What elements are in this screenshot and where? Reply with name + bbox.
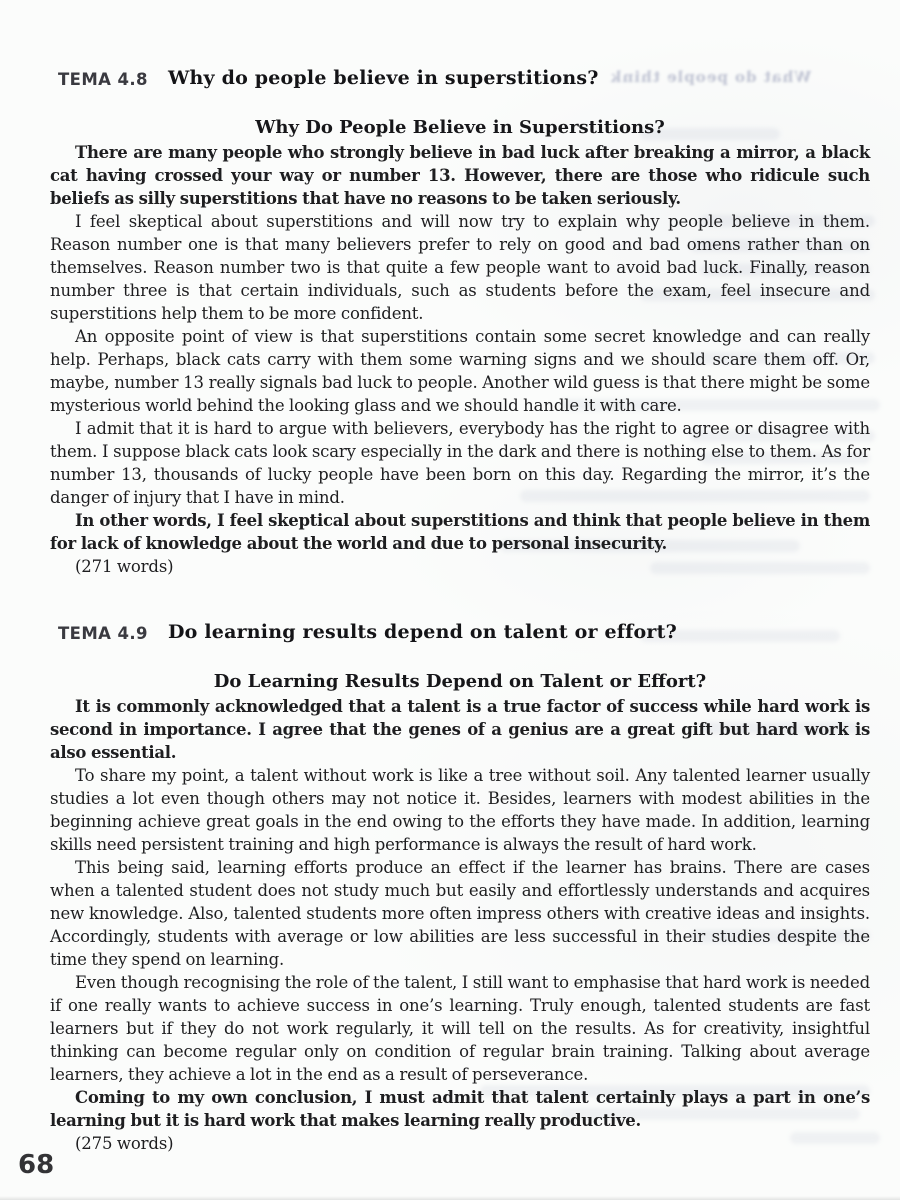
topic-question: Why do people believe in superstitions? [168,67,599,89]
essay-title: Why Do People Believe in Superstitions? [255,117,665,138]
essay-paragraph: Even though recognising the role of the talent, I still want to emphasise that hard work is needed if one really wants to achieve success in one’s learning. Truly enough, talented students are fast learners but if they do not work regularly, it will tell on the results. As for creativity, insightful thinking can become regular only on condition of regular brain training. Talking about average learners, they achieve a lot in the end as a result of perseverance. [50,973,870,1084]
essay-body [50,141,870,578]
essay-paragraph: It is commonly acknowledged that a talent is a true factor of success while hard work is second in importance. I agree that the genes of a genius are a great gift but hard work is also essential. [50,697,870,762]
section-tema-4-8 [50,68,870,578]
essay-paragraph: An opposite point of view is that superstitions contain some secret knowledge and can really help. Perhaps, black cats carry with them some warning signs and we should scare them off. Or, maybe, number 13 really signals bad luck to people. Another wild guess is that there might be some mysterious world behind the looking glass and we should handle it with care. [50,327,870,415]
essay-paragraph: Coming to my own conclusion, I must admit that talent certainly plays a part in one’s learning but it is hard work that makes learning really productive. [50,1088,870,1130]
essay-paragraph: In other words, I feel skeptical about superstitions and think that people believe in them for lack of knowledge about the world and due to personal insecurity. [50,511,870,553]
topic-label: ТЕМА 4.9 [58,624,148,643]
word-count: (275 words) [75,1134,174,1153]
page-number: 68 [18,1150,55,1180]
section-tema-4-9 [50,622,870,1155]
essay-paragraph: This being said, learning efforts produce an effect if the learner has brains. There are cases when a talented student does not study much but easily and effortlessly understands and acquires new knowledge. Also, talented students more often impress others with creative ideas and insights. Accordingly, students with average or low abilities are less successful in their studies despite the time they spend on learning. [50,858,870,969]
essay-title: Do Learning Results Depend on Talent or Effort? [213,671,707,692]
topic-question: Do learning results depend on talent or effort? [168,621,677,643]
essay-paragraph: I admit that it is hard to argue with believers, everybody has the right to agree or disagree with them. I suppose black cats look scary especially in the dark and there is nothing else to them. As for number 13, thousands of lucky people have been born on this day. Regarding the mirror, it’s the danger of injury that I have in mind. [50,419,870,507]
essay-body [50,695,870,1155]
bleed-through-heading: What do people think [610,68,812,86]
topic-header [50,68,870,92]
topic-header [50,622,870,646]
essay-paragraph: I feel skeptical about superstitions and will now try to explain why people believe in them. Reason number one is that many believers prefer to rely on good and bad omens rather than on themselves. Reason number two is that quite a few people want to avoid bad luck. Finally, reason number three is that certain individuals, such as students before the exam, feel insecure and superstitions help them to be more confident. [50,212,870,323]
essay-paragraph: To share my point, a talent without work is like a tree without soil. Any talented learner usually studies a lot even though others may not notice it. Besides, learners with modest abilities in the beginning achieve great goals in the end owing to the efforts they have made. In addition, learning skills need persistent training and high performance is always the result of hard work. [50,766,870,854]
word-count: (271 words) [75,557,174,576]
topic-label: ТЕМА 4.8 [58,70,148,89]
essay-paragraph: There are many people who strongly believe in bad luck after breaking a mirror, a black cat having crossed your way or number 13. However, there are those who ridicule such beliefs as silly superstitions that have no reasons to be taken seriously. [50,143,870,208]
